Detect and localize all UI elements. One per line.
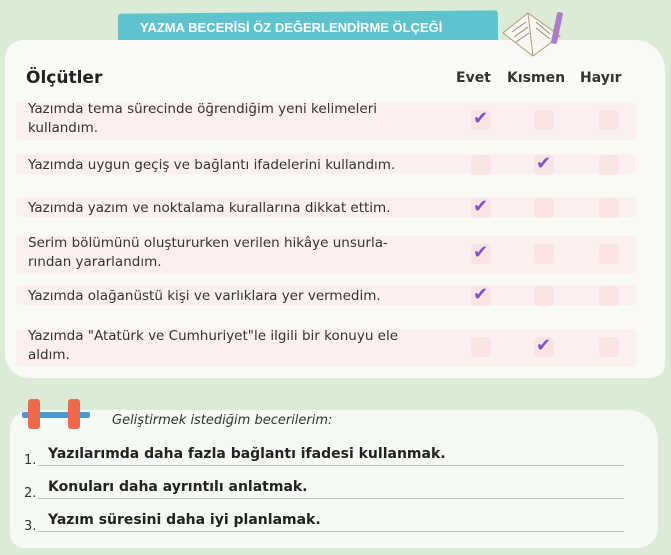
- dumbbell-icon: [18, 395, 94, 431]
- check-icon: ✔: [473, 284, 489, 305]
- check-icon: ✔: [536, 335, 552, 356]
- checkbox-yes[interactable]: [471, 286, 491, 306]
- criteria-row: [16, 152, 656, 178]
- checkbox-no[interactable]: [599, 244, 619, 264]
- goal-item: [24, 475, 624, 501]
- criteria-text: Yazımda uygun geçiş ve bağlantı ifadelerini kullandım.: [28, 157, 396, 173]
- checkbox-partly[interactable]: [534, 110, 554, 130]
- criteria-text: Yazımda olağanüstü kişi ve varlıklara yer vermedim.: [28, 288, 381, 304]
- partly-header: Kısmen: [507, 70, 566, 86]
- criteria-text: Yazımda yazım ve noktalama kurallarına dikkat ettim.: [28, 200, 391, 216]
- page-title: YAZMA BECERİSİ ÖZ DEĞERLENDİRME ÖLÇEĞİ: [140, 20, 443, 35]
- goal-item: [24, 442, 624, 468]
- goal-line: [38, 465, 624, 466]
- checkbox-partly[interactable]: [534, 286, 554, 306]
- criteria-row: [16, 195, 656, 221]
- goal-item: [24, 508, 624, 534]
- checkbox-partly[interactable]: [534, 198, 554, 218]
- checkbox-no[interactable]: [599, 198, 619, 218]
- checkbox-no[interactable]: [599, 110, 619, 130]
- goal-line: [38, 498, 624, 499]
- checkbox-yes[interactable]: [471, 337, 491, 357]
- goal-number: 3.: [24, 519, 37, 534]
- checkbox-partly[interactable]: [534, 244, 554, 264]
- checkbox-yes[interactable]: [471, 198, 491, 218]
- yes-header: Evet: [456, 70, 491, 86]
- criteria-row: [16, 325, 656, 369]
- criteria-row: [16, 283, 656, 309]
- criteria-row: [16, 98, 656, 142]
- goal-text[interactable]: Yazım süresini daha iyi planlamak.: [48, 512, 321, 528]
- checkbox-yes[interactable]: [471, 155, 491, 175]
- goals-title: Geliştirmek istediğim becerilerim:: [112, 413, 333, 428]
- criteria-text: Yazımda "Atatürk ve Cumhuriyet"le ilgili bir konuyu ele aldım.: [28, 328, 399, 363]
- check-icon: ✔: [473, 108, 489, 129]
- criteria-row: [16, 232, 656, 276]
- criteria-text: Serim bölümünü oluştururken verilen hikâye unsurla-rından yararlandım.: [28, 235, 388, 270]
- goal-number: 1.: [24, 453, 37, 468]
- goal-text[interactable]: Konuları daha ayrıntılı anlatmak.: [48, 479, 308, 495]
- no-header: Hayır: [580, 70, 622, 86]
- checkbox-partly[interactable]: [534, 337, 554, 357]
- goal-number: 2.: [24, 486, 37, 501]
- criteria-header: Ölçütler: [26, 68, 103, 88]
- check-icon: ✔: [536, 153, 552, 174]
- checkbox-yes[interactable]: [471, 244, 491, 264]
- goal-line: [38, 531, 624, 532]
- check-icon: ✔: [473, 196, 489, 217]
- checkbox-no[interactable]: [599, 155, 619, 175]
- criteria-text: Yazımda tema sürecinde öğrendiğim yeni kelimeleri kullandım.: [28, 101, 378, 136]
- checkbox-yes[interactable]: [471, 110, 491, 130]
- goal-text[interactable]: Yazılarımda daha fazla bağlantı ifadesi kullanmak.: [48, 446, 446, 462]
- check-icon: ✔: [473, 242, 489, 263]
- checkbox-partly[interactable]: [534, 155, 554, 175]
- checkbox-no[interactable]: [599, 337, 619, 357]
- checkbox-no[interactable]: [599, 286, 619, 306]
- notebook-pen-icon: [498, 8, 568, 58]
